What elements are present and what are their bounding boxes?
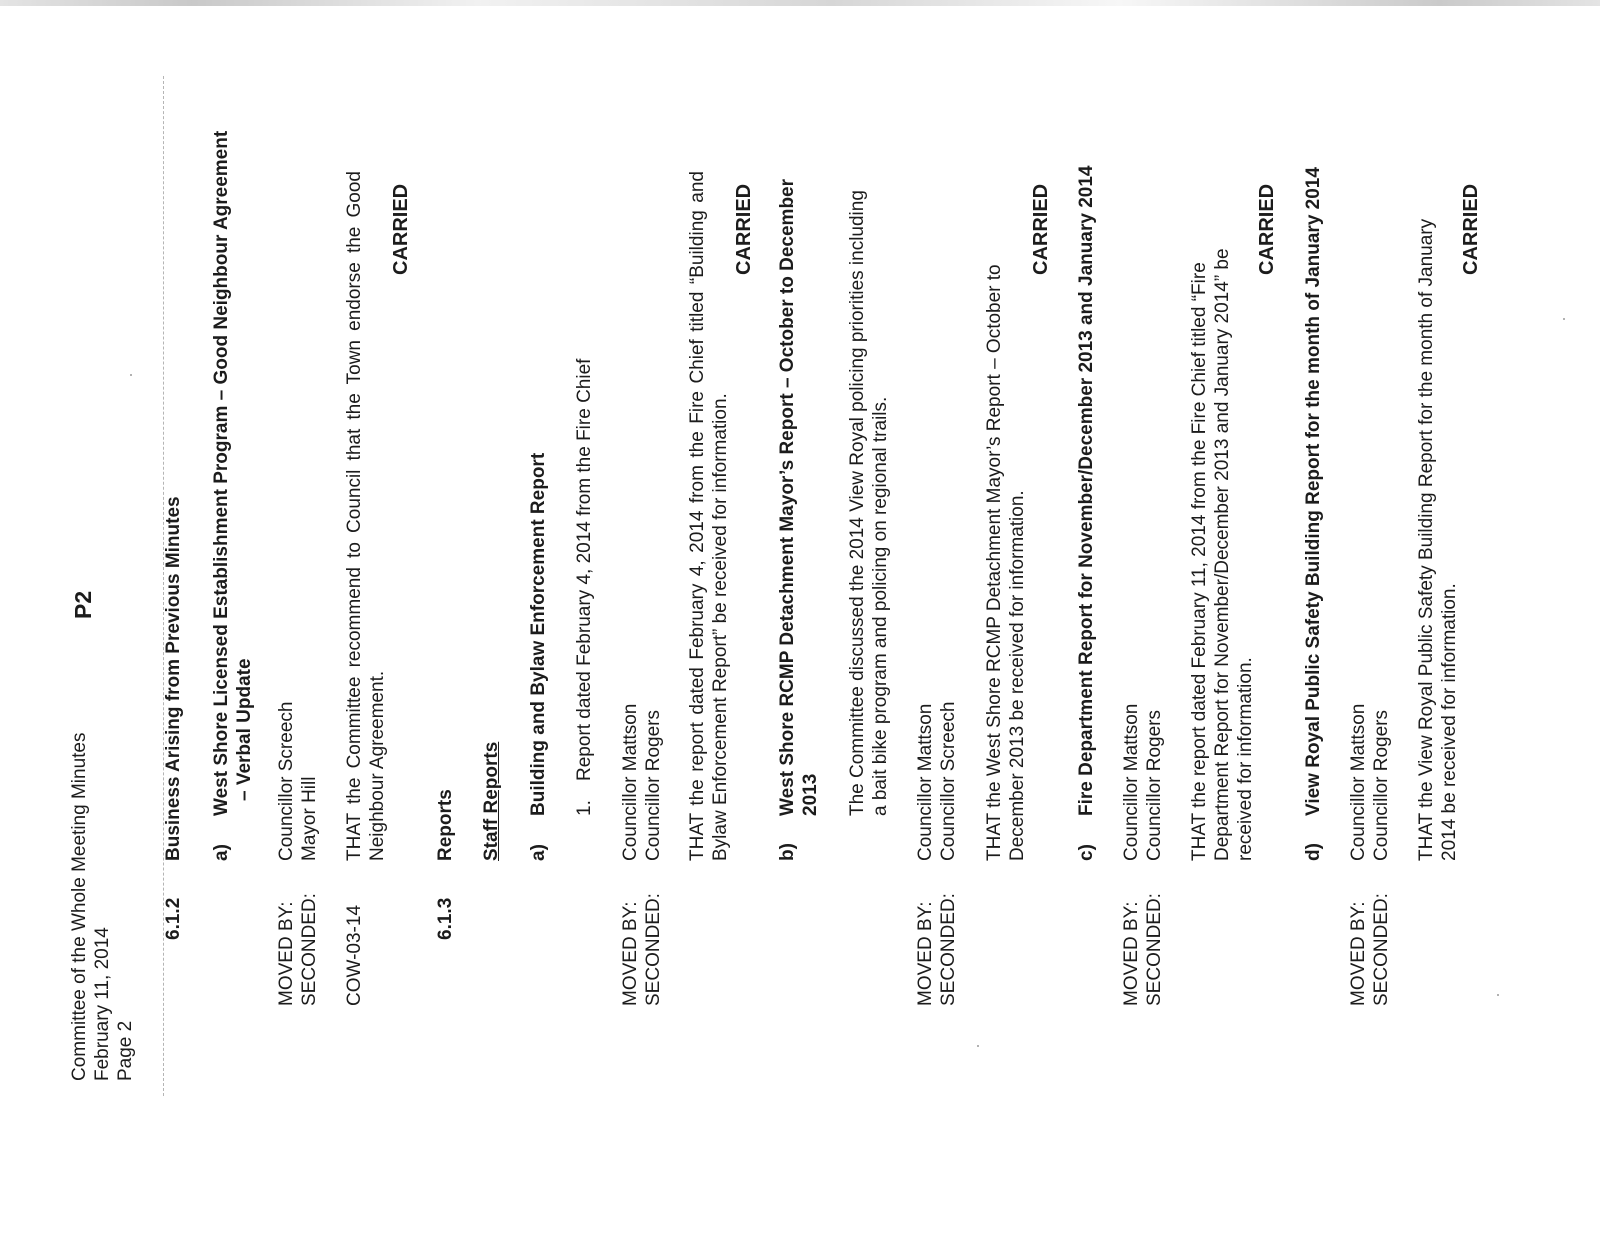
discussion-text: The Committee discussed the 2014 View Royal policing priorities including a bait bike program and policing on regional trails.: [847, 190, 891, 816]
motion-labels: MOVED BY: SECONDED:: [1121, 893, 1165, 1006]
seconded-by: Councillor Rogers: [1144, 709, 1165, 861]
section-number: 6.1.2: [163, 897, 184, 940]
motion-movers: [1120, 461, 1166, 861]
seconded-by: Councillor Screech: [938, 701, 959, 861]
motion-text: THAT the West Shore RCMP Detachment Mayor’s Report – October to December 2013 be received for information.: [984, 264, 1028, 861]
seconded-by: Councillor Rogers: [643, 709, 664, 861]
motion-text: THAT the report dated February 11, 2014 from the Fire Chief titled “Fire Department Report for November/December 2013 and January 2014” be received for information.: [1189, 248, 1256, 861]
seconded-by: Councillor Rogers: [1371, 709, 1392, 861]
item-letter: a): [528, 844, 549, 861]
motion-result: CARRIED: [1030, 183, 1052, 275]
seconded-by: Mayor Hill: [299, 776, 320, 861]
moved-by: Councillor Mattson: [915, 703, 936, 861]
section-number: 6.1.3: [435, 897, 456, 940]
item-title: West Shore RCMP Detachment Mayor’s Report – October to December 2013: [777, 178, 821, 816]
page-stamp: P2: [70, 590, 96, 619]
moved-by: Councillor Mattson: [620, 703, 641, 861]
moved-by: Councillor Screech: [276, 701, 297, 861]
moved-by: Councillor Mattson: [1348, 703, 1369, 861]
section-heading: Business Arising from Previous Minutes: [163, 496, 184, 861]
meeting-date: February 11, 2014: [92, 927, 113, 1081]
motion-movers: [1347, 461, 1393, 861]
motion-text: THAT the View Royal Public Safety Building Report for the month of January 2014 be received for information.: [1416, 218, 1460, 861]
motion-result: CARRIED: [1256, 183, 1278, 275]
item-title: View Royal Public Safety Building Report for the month of January 2014: [1303, 167, 1324, 816]
list-item: Report dated February 4, 2014 from the Fire Chief: [574, 358, 595, 781]
page-header: [68, 581, 137, 1081]
motion-result: CARRIED: [733, 183, 755, 275]
subsection-heading: Staff Reports: [481, 741, 502, 861]
motion-movers: [275, 461, 321, 861]
item-title: West Shore Licensed Establishment Program – Good Neighbour Agreement – Verbal Update: [211, 130, 255, 816]
item-title: Building and Bylaw Enforcement Report: [528, 452, 549, 816]
motion-result: CARRIED: [1460, 183, 1482, 275]
moved-by: Councillor Mattson: [1121, 703, 1142, 861]
meeting-title: Committee of the Whole Meeting Minutes: [69, 732, 90, 1081]
motion-movers: [619, 461, 665, 861]
item-letter: a): [211, 844, 232, 861]
page-number: Page 2: [115, 1020, 136, 1081]
motion-number: COW-03-14: [344, 904, 365, 1006]
motion-text: THAT the Committee recommend to Council that the Town endorse the Good Neighbour Agreement.: [344, 171, 388, 861]
motion-labels: MOVED BY: SECONDED:: [276, 893, 320, 1006]
motion-movers: [914, 461, 960, 861]
motion-labels: MOVED BY: SECONDED:: [915, 893, 959, 1006]
motion-labels: MOVED BY: SECONDED:: [1348, 893, 1392, 1006]
item-letter: c): [1076, 844, 1097, 861]
list-number: 1.: [574, 800, 595, 816]
section-heading: Reports: [435, 789, 456, 861]
motion-result: CARRIED: [390, 183, 412, 275]
item-title: Fire Department Report for November/December 2013 and January 2014: [1076, 165, 1097, 816]
motion-text: THAT the report dated February 4, 2014 from the Fire Chief titled “Building and Bylaw Enforcement Report” be received for information.: [687, 171, 731, 861]
motion-labels: MOVED BY: SECONDED:: [620, 893, 664, 1006]
item-letter: d): [1303, 843, 1324, 861]
item-letter: b): [777, 843, 798, 861]
